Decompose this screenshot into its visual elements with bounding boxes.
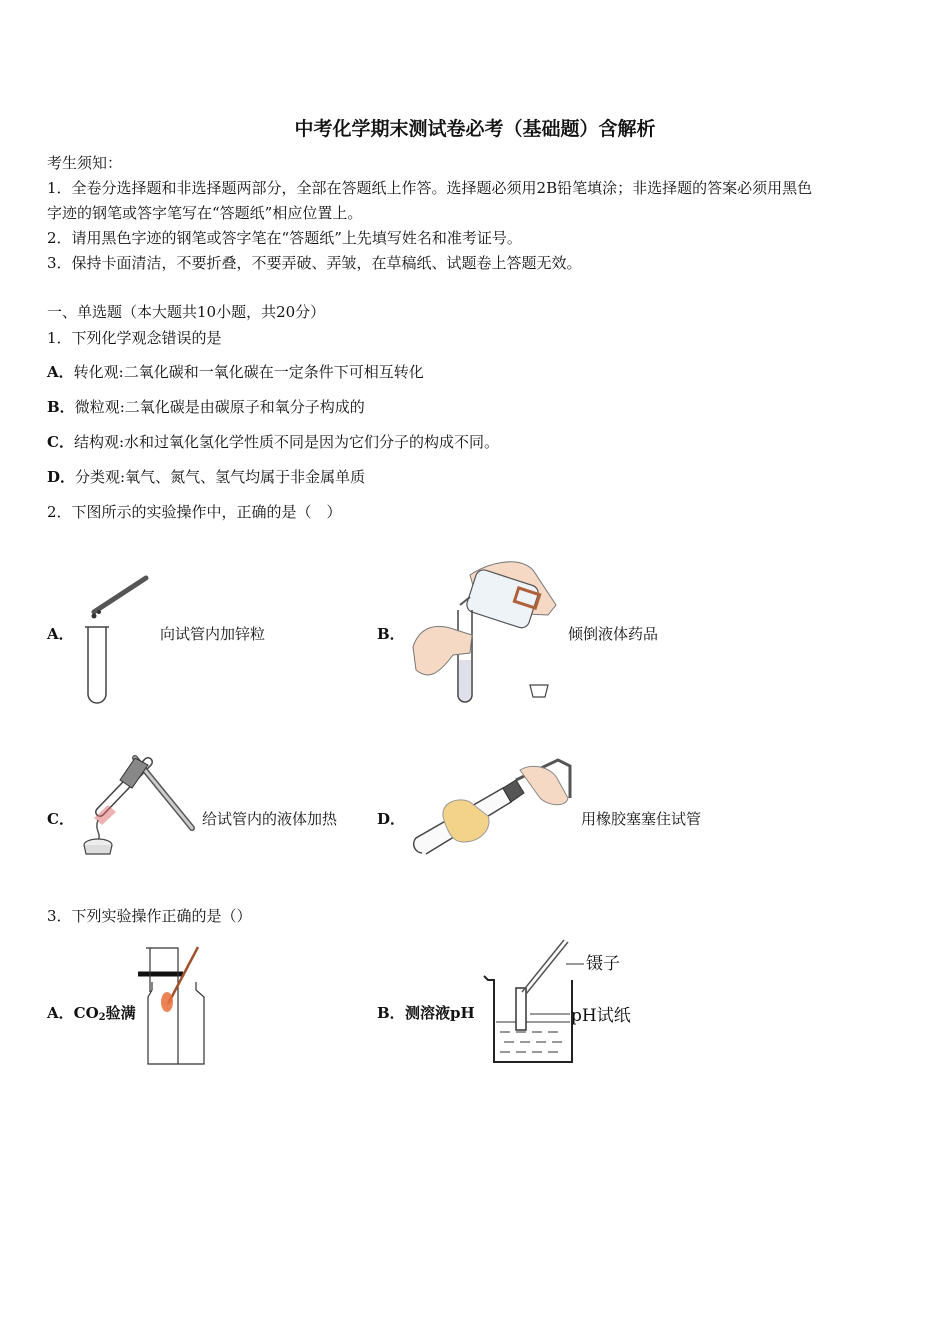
q3-option-a-label: A． [47,1004,74,1022]
q2-stem: 2．下图所示的实验操作中，正确的是（ ） [47,503,342,521]
q1-option-a-text: 转化观:二氧化碳和一氧化碳在一定条件下可相互转化 [73,363,424,381]
pouring-liquid-figure [408,555,558,707]
heating-liquid-figure [80,750,200,862]
q1-option-a [47,362,424,382]
q3-option-a-co: CO [73,1004,99,1022]
q1-option-d-text: 分类观:氧气、氮气、氢气均属于非金属单质 [75,468,366,486]
section-heading: 一、单选题（本大题共10小题，共20分） [47,303,326,321]
q2-option-a-label: A． [47,625,74,643]
ph-paper-label: pH试纸 [571,1006,631,1026]
notice-item-1-line-2: 字迹的钢笔或答字笔写在“答题纸”相应位置上。 [47,204,363,222]
liquid-dashes [500,1032,562,1052]
q3-stem: 3．下列实验操作正确的是（） [47,907,252,925]
q3-option-a [47,1003,136,1028]
test-tube-adding-zinc-figure [80,572,160,708]
q1-option-c [47,432,499,452]
q2-option-c-text: 给试管内的液体加热 [202,810,338,828]
co2-collection-bottle-figure [138,942,208,1068]
q3-option-a-rest: 验满 [105,1004,136,1022]
notice-heading: 考生须知： [47,154,123,172]
q2-option-b-text: 倾倒液体药品 [568,625,659,643]
q1-option-b-text: 微粒观:二氧化碳是由碳原子和氧分子构成的 [74,398,365,416]
q1-option-c-label: C． [47,433,74,451]
q2-option-d-text: 用橡胶塞塞住试管 [581,810,702,828]
q2-option-b-label: B． [377,625,405,643]
page-title: 中考化学期末测试卷必考（基础题）含解析 [294,118,656,140]
q1-option-b-label: B． [47,398,75,416]
q2-option-d-label: D． [377,810,406,828]
ph-test-beaker-figure [482,936,586,1068]
notice-item-1-line-1: 1．全卷分选择题和非选择题两部分，全部在答题纸上作答。选择题必须用2B铅笔填涂；非选择题的答案必须用黑色 [47,179,813,197]
q3-option-b-text: 测溶液pH [405,1004,475,1022]
q1-option-c-text: 结构观:水和过氧化氢化学性质不同是因为它们分子的构成不同。 [73,433,500,451]
q3-option-a-subscript: 2 [98,1012,106,1023]
q1-stem: 1．下列化学观念错误的是 [47,329,222,347]
q2-option-c-label: C． [47,810,74,828]
tweezers-label: 镊子 [586,954,620,974]
notice-item-3: 3．保持卡面清洁，不要折叠，不要弄破、弄皱，在草稿纸、试题卷上答题无效。 [47,254,582,272]
q1-option-d-label: D． [47,468,76,486]
q1-option-b [47,397,365,417]
notice-item-2: 2．请用黑色字迹的钢笔或答字笔在“答题纸”上先填写姓名和准考证号。 [47,229,522,247]
inserting-stopper-figure [408,758,576,864]
q2-option-a-text: 向试管内加锌粒 [160,625,266,643]
q1-option-a-label: A． [47,363,74,381]
q3-option-b-label: B． [377,1004,405,1022]
q1-option-d [47,467,365,487]
